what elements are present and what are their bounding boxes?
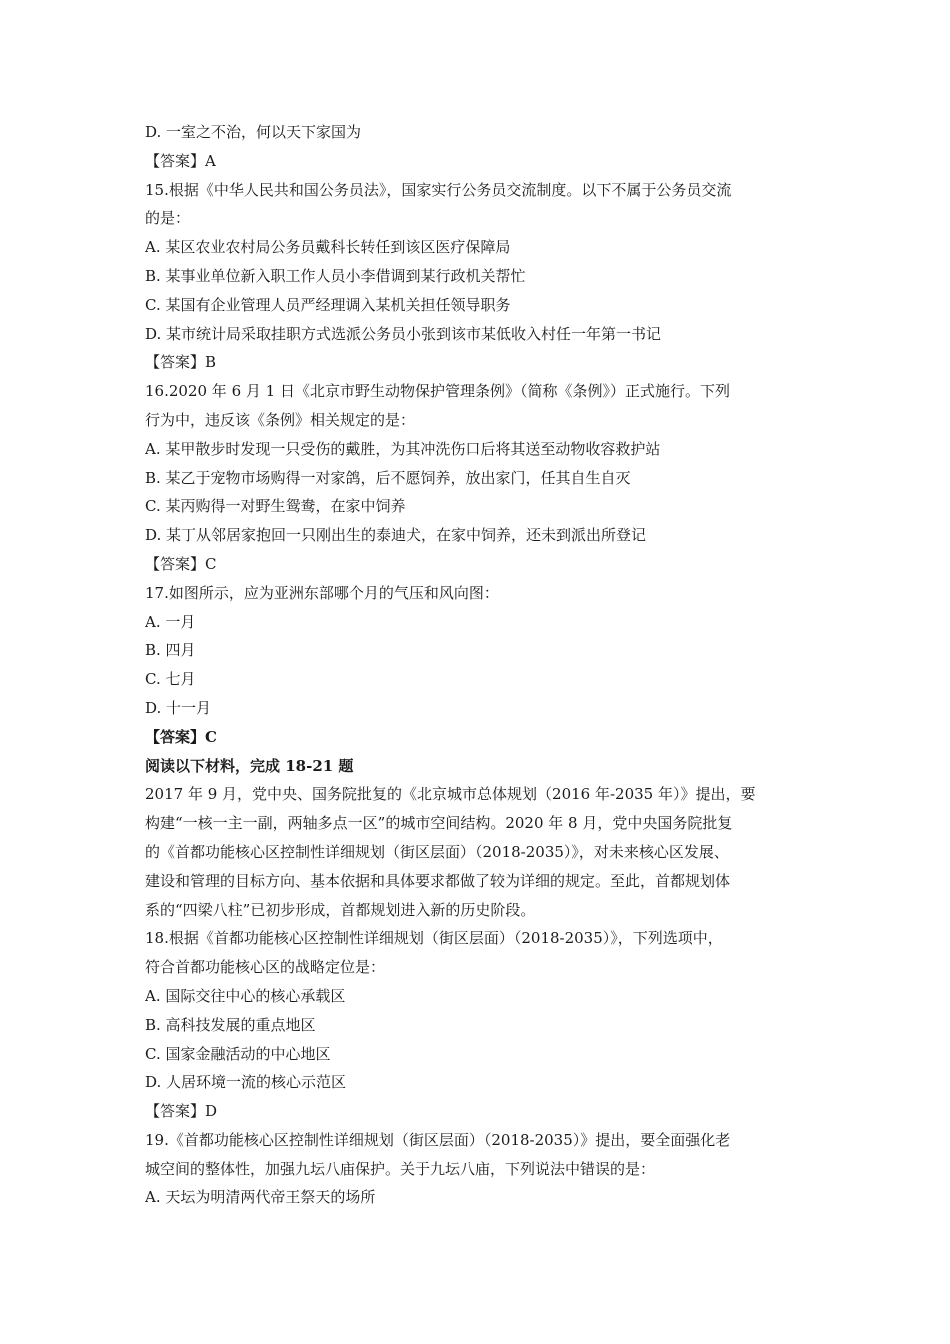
text-line: 行为中，违反该《条例》相关规定的是：: [145, 410, 416, 429]
text-line: 符合首都功能核心区的战略定位是：: [145, 958, 386, 977]
text-line: 系的“四梁八柱”已初步形成，首都规划进入新的历史阶段。: [145, 900, 536, 919]
text-line: A. 某甲散步时发现一只受伤的戴胜，为其冲洗伤口后将其送至动物收容救护站: [145, 439, 661, 458]
text-line: 城空间的整体性，加强九坛八庙保护。关于九坛八庙，下列说法中错误的是：: [145, 1159, 656, 1178]
text-line: B. 某事业单位新入职工作人员小李借调到某行政机关帮忙: [145, 266, 526, 285]
text-line: B. 某乙于宠物市场购得一对家鸽，后不愿饲养，放出家门，任其自生自灭: [145, 468, 631, 487]
text-line: A. 天坛为明清两代帝王祭天的场所: [145, 1188, 376, 1207]
text-line: 的《首都功能核心区控制性详细规划（街区层面）（2018-2035）》，对未来核心区发展、: [145, 842, 729, 861]
text-line: 【答案】A: [145, 151, 216, 170]
text-line: 【答案】C: [145, 727, 217, 746]
text-line: 16.2020 年 6 月 1 日《北京市野生动物保护管理条例》（简称《条例》）正式施行。下列: [145, 382, 730, 401]
text-line: 建设和管理的目标方向、基本依据和具体要求都做了较为详细的规定。至此，首都规划体: [145, 871, 731, 890]
text-line: D. 十一月: [145, 698, 212, 717]
text-line: 的是：: [145, 209, 191, 228]
text-line: 阅读以下材料，完成 18-21 题: [145, 756, 354, 775]
text-line: C. 七月: [145, 670, 196, 689]
text-line: D. 某市统计局采取挂职方式选派公务员小张到该市某低收入村任一年第一书记: [145, 324, 662, 343]
text-line: 构建“一核一主一副，两轴多点一区”的城市空间结构。2020 年 8 月，党中央国务院批复: [145, 814, 733, 833]
text-line: 【答案】B: [145, 353, 217, 372]
text-line: 2017 年 9 月，党中央、国务院批复的《北京城市总体规划（2016 年-2035 年）》提出，要: [145, 785, 756, 804]
text-line: 17.如图所示，应为亚洲东部哪个月的气压和风向图：: [145, 583, 499, 602]
text-line: A. 某区农业农村局公务员戴科长转任到该区医疗保障局: [145, 238, 511, 257]
text-line: 15.根据《中华人民共和国公务员法》，国家实行公务员交流制度。以下不属于公务员交流: [145, 180, 732, 199]
text-line: 【答案】D: [145, 1102, 218, 1121]
text-line: D. 人居环境一流的核心示范区: [145, 1073, 347, 1092]
text-line: 18.根据《首都功能核心区控制性详细规划（街区层面）（2018-2035）》，下列选项中，: [145, 929, 723, 948]
text-line: A. 国际交往中心的核心承载区: [145, 986, 346, 1005]
text-line: D. 一室之不治，何以天下家国为: [145, 123, 362, 141]
text-line: B. 高科技发展的重点地区: [145, 1015, 316, 1034]
text-line: C. 某国有企业管理人员严经理调入某机关担任领导职务: [145, 295, 511, 314]
text-line: 19.《首都功能核心区控制性详细规划（街区层面）（2018-2035）》提出，要全面强化老: [145, 1130, 731, 1149]
text-line: 【答案】C: [145, 554, 217, 573]
text-line: C. 某丙购得一对野生鸳鸯，在家中饲养: [145, 497, 406, 516]
text-line: C. 国家金融活动的中心地区: [145, 1044, 331, 1063]
document-page: [145, 118, 810, 1212]
text-line: D. 某丁从邻居家抱回一只刚出生的泰迪犬，在家中饲养，还未到派出所登记: [145, 526, 647, 545]
text-line: A. 一月: [145, 612, 196, 631]
text-line: B. 四月: [145, 641, 196, 660]
